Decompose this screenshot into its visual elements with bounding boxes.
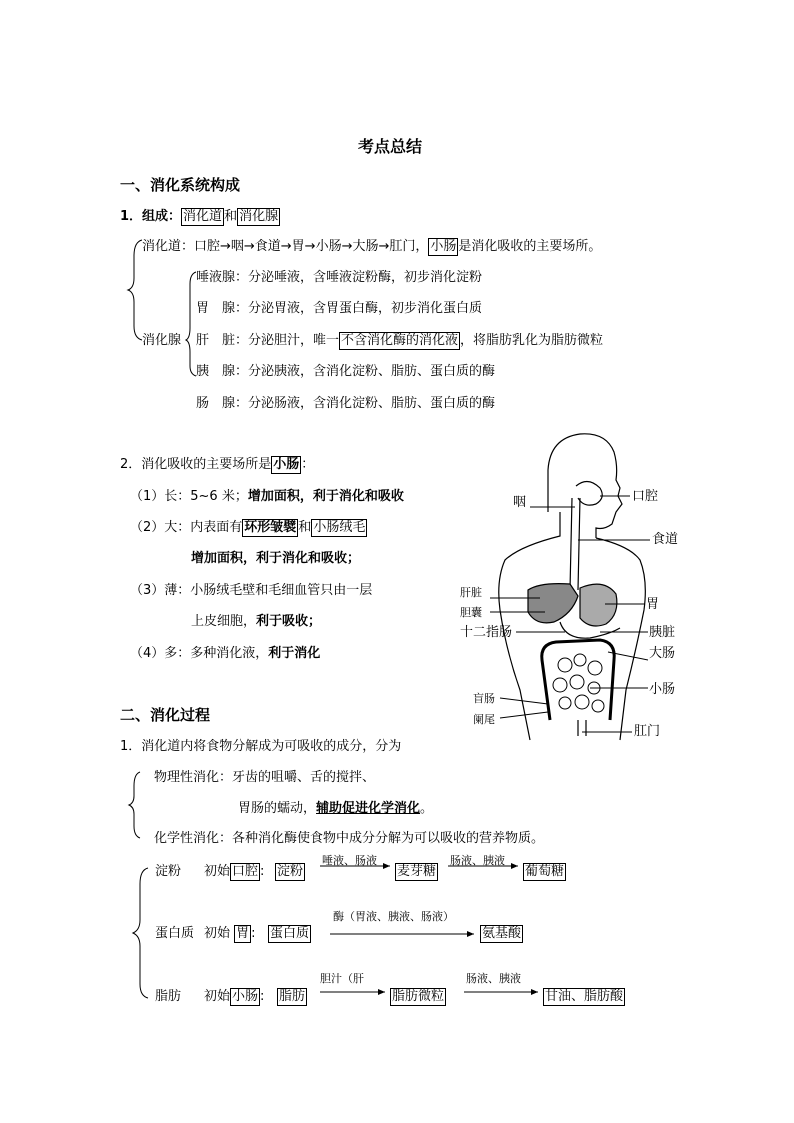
liver-prefix: 肝 脏：分泌胆汁，唯一 [196, 333, 340, 348]
si-long-bold: 增加面积，利于消化和吸收 [247, 489, 404, 504]
digestive-diagram [499, 434, 646, 740]
torso-right [596, 538, 645, 740]
flow-fat-colon: : [260, 989, 265, 1004]
rectum [578, 720, 586, 736]
section1-heading: 一、消化系统构成 [120, 176, 241, 194]
flow-protein-enz1: 酶（胃液、胰液、肠液） [333, 910, 454, 923]
flow-protein-b: 氨基酸 [482, 926, 522, 941]
gland-salivary: 唾液腺：分泌唾液，含唾液淀粉酶，初步消化淀粉 [196, 270, 483, 285]
head-outline [548, 434, 622, 538]
gland-label: 消化腺 [142, 333, 182, 348]
flow-fat-enz1: 胆汁（肝 [320, 972, 364, 985]
gland-box: 消化腺 [239, 209, 279, 224]
label-appendix: 阑尾 [473, 713, 495, 726]
section2-intro: 1．消化道内将食物分解成为可吸收的成分，分为 [120, 739, 402, 754]
si-many-bold: 利于消化 [268, 646, 321, 661]
label-mouth: 口腔 [632, 489, 659, 504]
small-intestine-coils [553, 654, 604, 712]
si-many-prefix: （4）多：多种消化液， [130, 646, 269, 661]
liver-box: 不含消化酶的消化液 [341, 333, 459, 348]
si-thin-line2-prefix: 上皮细胞， [191, 614, 257, 629]
flow-starch-colon: : [260, 864, 265, 879]
flow-starch-b: 麦芽糖 [397, 864, 437, 879]
label-pancreas: 胰脏 [649, 625, 676, 640]
label-large-intestine: 大肠 [649, 646, 676, 661]
label-esophagus: 食道 [652, 532, 679, 547]
label-cecum: 盲肠 [473, 692, 495, 705]
gland-intestinal: 肠 腺：分泌肠液，含消化淀粉、脂肪、蛋白质的酶 [196, 396, 496, 411]
page-title: 考点总结 [358, 137, 423, 156]
si-large-and: 和 [298, 520, 312, 535]
tract-suffix: 是消化吸收的主要场所。 [458, 239, 602, 254]
flow-protein-colon: : [251, 926, 256, 941]
si-large-line2: 增加面积，利于消化和吸收； [191, 551, 361, 566]
label-gallbladder: 胆囊 [460, 606, 482, 619]
diagram-leader-lines [490, 496, 650, 732]
tract-box: 消化道 [183, 209, 223, 224]
flow-starch-name: 淀粉 [155, 864, 182, 879]
chemical: 化学性消化：各种消化酶使食物中成分分解为可以吸收的营养物质。 [154, 831, 545, 846]
label-liver: 肝脏 [460, 586, 482, 599]
liver-shape [528, 584, 578, 623]
esophagus [570, 498, 580, 590]
flow-starch-enz1: 唾液、肠液 [322, 854, 377, 867]
tract-small-intestine-box: 小肠 [430, 239, 457, 254]
flow-fat-site: 小肠 [232, 989, 259, 1004]
flow-fat-enz2: 肠液、胰液 [466, 972, 521, 985]
label-stomach: 胃 [646, 597, 660, 612]
physical2-end: 。 [420, 801, 434, 816]
flow-starch-a: 淀粉 [277, 864, 304, 879]
flow-fat-b: 脂肪微粒 [392, 989, 445, 1004]
physical1: 物理性消化：牙齿的咀嚼、舌的搅拌、 [154, 770, 376, 785]
si-intro-box: 小肠 [273, 457, 300, 472]
si-thin: （3）薄：小肠绒毛壁和毛细血管只由一层 [130, 583, 373, 598]
si-villi-box: 小肠绒毛 [313, 520, 366, 535]
si-long-prefix: （1）长：5~6 米； [130, 489, 248, 504]
gland-gastric: 胃 腺：分泌胃液，含胃蛋白酶，初步消化蛋白质 [196, 301, 483, 316]
flow-fat-c: 甘油、脂肪酸 [545, 989, 624, 1004]
flow-protein-site: 胃 [236, 926, 250, 941]
gland-pancreas: 胰 腺：分泌胰液，含消化淀粉、脂肪、蛋白质的酶 [196, 364, 496, 379]
flow-protein-name: 蛋白质 [155, 926, 195, 941]
brace-section2 [129, 772, 140, 838]
section2-heading: 二、消化过程 [120, 706, 211, 724]
flow-protein-start-text: 初始 [204, 926, 231, 941]
si-intro-suffix: ： [301, 457, 315, 472]
flow-protein-a: 蛋白质 [270, 926, 310, 941]
label-pharynx: 咽 [513, 495, 527, 510]
label-anus: 肛门 [634, 724, 661, 739]
physical2-prefix: 胃肠的蠕动， [238, 801, 317, 816]
flow-fat-start-text: 初始 [204, 989, 231, 1004]
composition-num: 1．组成： [120, 209, 182, 224]
flow-starch-start-text: 初始 [204, 864, 231, 879]
brace-flows [133, 868, 148, 998]
flow-starch-c: 葡萄糖 [525, 864, 565, 879]
label-small-intestine: 小肠 [649, 682, 676, 697]
flow-fat-a: 脂肪 [279, 989, 306, 1004]
tract-text: 消化道：口腔→咽→食道→胃→小肠→大肠→肛门， [142, 239, 429, 254]
flow-starch-site: 口腔 [232, 864, 259, 879]
and-text: 和 [224, 209, 238, 224]
flow-starch-enz2: 肠液、胰液 [450, 854, 505, 867]
si-thin-line2-bold: 利于吸收； [256, 614, 322, 629]
si-large-prefix: （2）大：内表面有 [130, 520, 243, 535]
stomach-shape [580, 584, 617, 626]
si-fold-box: 环形皱襞 [244, 520, 297, 535]
label-duodenum: 十二指肠 [460, 625, 513, 640]
physical2-bold: 辅助促进化学消化 [316, 801, 421, 816]
flow-fat-name: 脂肪 [155, 989, 182, 1004]
brace-glands [186, 272, 196, 376]
liver-suffix: ，将脂肪乳化为脂肪微粒 [460, 333, 604, 348]
brace-section1 [128, 240, 142, 340]
si-intro-prefix: 2．消化吸收的主要场所是 [120, 457, 272, 472]
